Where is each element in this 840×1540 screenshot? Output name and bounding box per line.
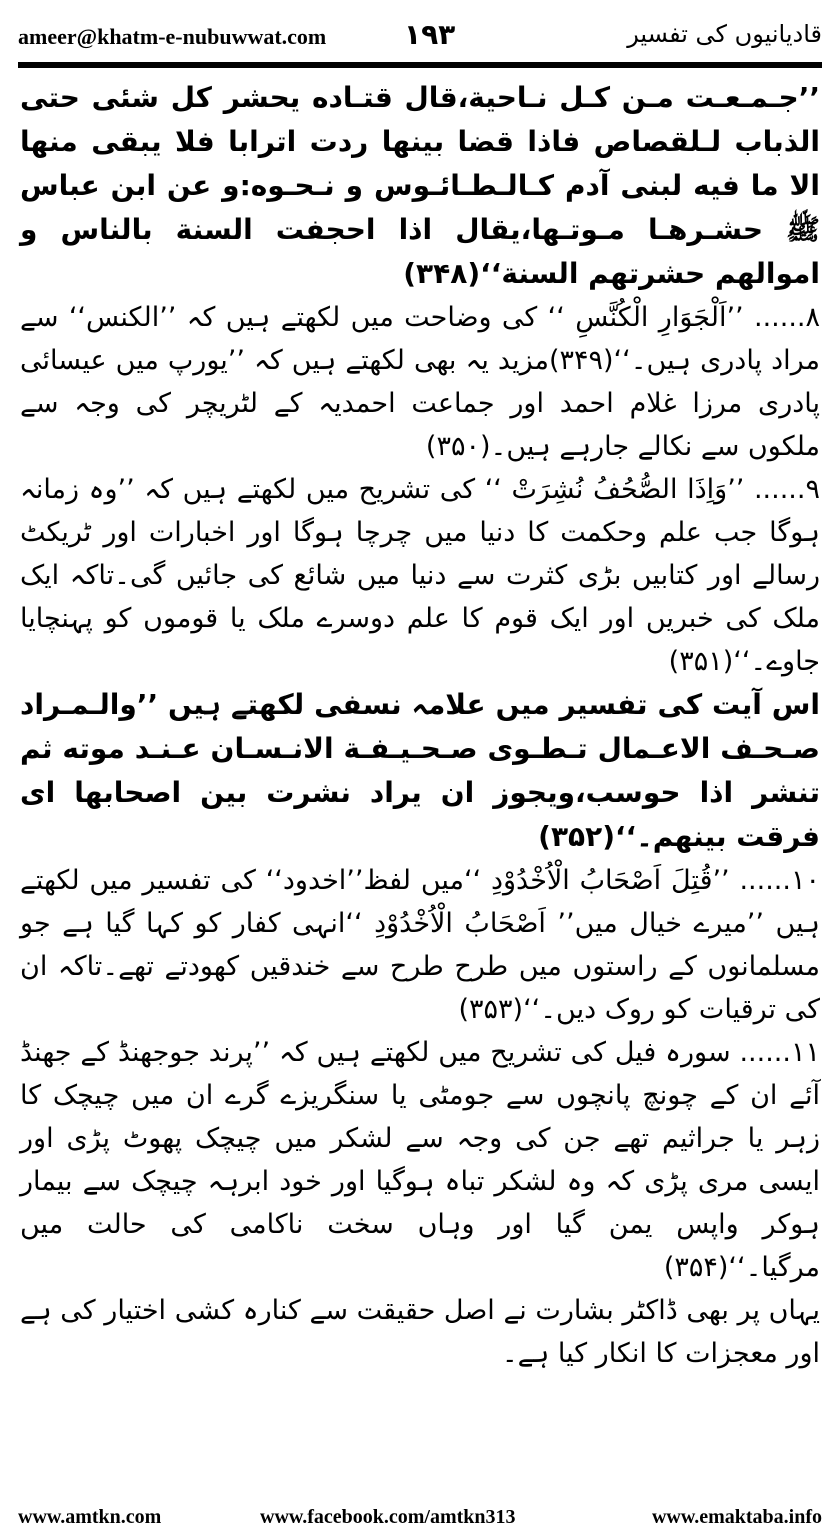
footer-link-emaktaba: www.emaktaba.info bbox=[651, 1506, 822, 1528]
footer-link-amtkn: www.amtkn.com bbox=[18, 1506, 162, 1528]
book-title: قادیانیوں کی تفسیر bbox=[627, 20, 822, 48]
paragraph-item-8: ۸...... ’’اَلْجَوَارِ الْکُنَّسِ ‘‘ کی وضاحت میں لکھتے ہیں کہ ’’الکنس‘‘ سے مراد پادری ہیں۔‘‘(۳۴۹)مزید یہ بھی لکھتے ہیں کہ ’’یورپ میں عیسائی پادری مرزا غلام احمد اور جماعت احمدیہ کے لٹریچر کی وجہ سے ملکوں سے نکالے جارہے ہیں۔(۳۵۰) bbox=[20, 302, 821, 462]
page-header bbox=[18, 18, 822, 62]
page-footer bbox=[18, 1506, 822, 1536]
paragraph-item-9: ۹...... ’’وَاِذَا الصُّحُفُ نُشِرَتْ ‘‘ کی تشریح میں لکھتے ہیں کہ ’’وہ زمانہ ہوگا جب علم وحکمت کا دنیا میں چرچا ہوگا اور اخبارات اور ٹریکٹ رسالے اور کتابیں بڑی کثرت سے دنیا میں شائع کی جائیں گی۔تاکہ ایک ملک کی خبریں اور ایک قوم کا علم دوسرے ملک یا قوموں کو پہنچایا جاوے۔‘‘(۳۵۱) bbox=[20, 474, 820, 677]
page-number: ۱۹۳ bbox=[404, 18, 456, 51]
page-body bbox=[20, 76, 820, 1476]
paragraph-item-10: ۱۰...... ’’قُتِلَ اَصْحَابُ الْاُخْدُوْدِ ‘‘میں لفظ’’اخدود‘‘ کی تفسیر میں لکھتے ہیں ’’میرے خیال میں’’ اَصْحَابُ الْاُخْدُوْدِ ‘‘انہی کفار کو کہا گیا ہے جو مسلمانوں کے راستوں میں طرح طرح سے خندقیں کھودتے تھے۔تاکہ ان کی ترقیات کو روک دیں۔‘‘(۳۵۳) bbox=[20, 865, 820, 1025]
paragraph-arabic-quote: ’’جـمـعـت مـن كـل نـاحية،قال قتـاده يحشر كل شئى حتى الذباب لـلقصاص فاذا قضا بينها ردت اترابا فلا يبقى منها الا ما فيه لبنى آدم كـالـطـائـوس و نـحـوه:و عن ابن عباس ﷺ حشـرهـا مـوتـها،يقال اذا احجفت السنة بالناس و اموالهم حشرتهم السنة‘‘(۳۴۸) bbox=[20, 81, 820, 290]
header-rule bbox=[18, 62, 822, 68]
header-email: ameer@khatm-e-nubuwwat.com bbox=[18, 24, 327, 49]
paragraph-item-11: ۱۱...... سورہ فیل کی تشریح میں لکھتے ہیں کہ ’’پرند جوجھنڈ کے جھنڈ آئے ان کے چونچ پانچوں سے جومٹی یا سنگریزے گرے ان میں چیچک کا زہر یا جراثیم تھے جن کی وجہ سے لشکر میں چیچک پھوٹ پڑی اور ایسی مری پڑی کہ وہ لشکر تباہ ہوگیا اور خود ابرہہ چیچک سے بیمار ہوکر واپس یمن گیا اور وہاں سخت ناکامی کی حالت میں مرگیا۔‘‘(۳۵۴) bbox=[20, 1037, 820, 1283]
paragraph-conclusion: یہاں پر بھی ڈاکٹر بشارت نے اصل حقیقت سے کنارہ کشی اختیار کی ہے اور معجزات کا انکار کیا ہے۔ bbox=[20, 1295, 820, 1369]
footer-link-facebook: www.facebook.com/amtkn313 bbox=[260, 1506, 516, 1528]
paragraph-nasafi-quote: اس آیت کی تفسیر میں علامہ نسفی لکھتے ہیں ’’والـمـراد صـحـف الاعـمال تـطـوى صـحـيـفـة الانـسـان عـنـد موته ثم تنشر اذا حوسب،ويجوز ان يراد نشرت بين اصحابها اى فرقت بينهم۔‘‘(۳۵۲) bbox=[20, 688, 820, 853]
